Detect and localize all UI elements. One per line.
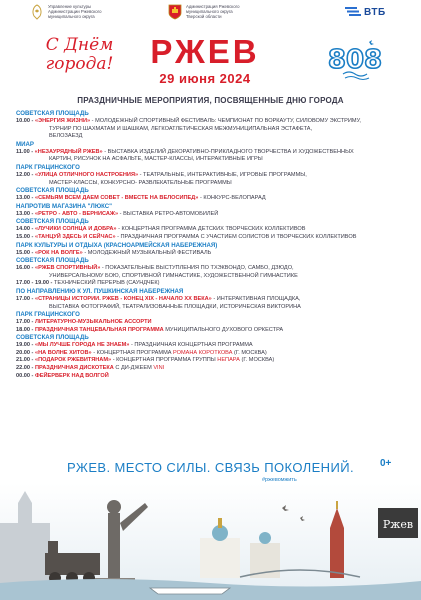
program-subtitle: ПРАЗДНИЧНЫЕ МЕРОПРИЯТИЯ, ПОСВЯЩЕННЫЕ ДНЮ ГОРОДА xyxy=(77,96,344,105)
event-description: - КОНЦЕРТНАЯ ПРОГРАММА ГРУППЫ xyxy=(112,357,216,364)
event-item xyxy=(16,172,408,180)
city-title: РЖЕВ xyxy=(150,33,260,70)
event-time: 17.00 - xyxy=(16,295,35,302)
event-description: - ПОКАЗАТЕЛЬНЫЕ ВЫСТУПЛЕНИЯ ПО ТХЭКВОНДО, САМБО, ДЗЮДО, xyxy=(101,265,294,272)
performer-name: НЕПАРА xyxy=(217,357,240,364)
event-title: «ПОДАРОК РЖЕВИТЯНАМ» xyxy=(34,357,112,364)
event-description: - КОНЦЕРТНАЯ ПРОГРАММА ДЕТСКИХ ТВОРЧЕСКИХ КОЛЛЕКТИВОВ xyxy=(118,226,306,233)
event-title: ФЕЙЕРВЕРК НАД ВОЛГОЙ xyxy=(34,372,109,379)
venue-heading: СОВЕТСКАЯ ПЛОЩАДЬ xyxy=(16,110,89,117)
event-time: 12.00 - xyxy=(16,171,35,178)
performer-name: РОМАНА КОРОТКОВА xyxy=(173,349,233,356)
event-description-continued: ВЫСТАВКА ФОТОГРАФИЙ, ТЕАТРАЛИЗОВАННЫЕ ПЛОЩАДКИ, ИСТОРИЧЕСКАЯ ВИКТОРИНА xyxy=(49,303,301,310)
event-date: 29 июня 2024 xyxy=(159,71,251,86)
event-time: 21.00 - xyxy=(16,357,35,364)
event-item xyxy=(16,342,408,350)
venue-heading: ПАРК ГРАЦИНСКОГО xyxy=(16,311,80,319)
anniversary-emblem xyxy=(325,36,385,84)
event-item xyxy=(16,195,408,203)
event-title: ПРАЗДНИЧНАЯ ДИСКОТЕКА xyxy=(34,365,114,372)
event-description: - ВЫСТАВКА ИЗДЕЛИЙ ДЕКОРАТИВНО-ПРИКЛАДНОГО ТВОРЧЕСТВА И ХУДОЖЕСТВЕННЫХ xyxy=(104,148,354,155)
hashtag: #ржевомжить xyxy=(262,477,297,483)
performer-city: (Г. МОСКВА) xyxy=(234,349,267,356)
event-time: 00.00 - xyxy=(16,372,35,379)
event-time: 19.00 - xyxy=(16,342,35,349)
event-time: 11.00 - xyxy=(16,148,35,155)
event-item xyxy=(16,250,408,258)
event-description: - ПРАЗДНИЧНАЯ ПРОГРАММА С УЧАСТИЕМ СОЛИСТОВ И ТВОРЧЕСКИХ КОЛЛЕКТИВОВ xyxy=(117,233,357,240)
venue-heading: НАПРОТИВ МАГАЗИНА "ЛЮКС" xyxy=(16,202,113,210)
event-item xyxy=(16,319,408,327)
event-title: «УЛИЦА ОТЛИЧНОГО НАСТРОЕНИЯ» xyxy=(34,171,139,178)
event-description: С ДИ-ДЖЕЕМ xyxy=(115,365,152,372)
event-description-continued: ТУРНИР ПО ШАХМАТАМ И ШАШКАМ, ЛЕГКОАТЛЕТИЧЕСКАЯ МЕЖМУНИЦИПАЛЬНАЯ ЭСТАФЕТА, xyxy=(49,125,313,132)
riverboat xyxy=(150,588,230,594)
culture-department-name: Управление культуры Администрации Ржевского муниципального округа xyxy=(48,4,102,20)
city-sign xyxy=(378,508,418,538)
event-item xyxy=(16,280,408,288)
event-item xyxy=(16,234,408,242)
event-title: ПРАЗДНИЧНАЯ ТАНЦЕВАЛЬНАЯ ПРОГРАММА xyxy=(34,326,164,333)
vtb-logo xyxy=(345,7,386,18)
event-title: «РОК НА ВОЛГЕ» xyxy=(34,249,83,256)
anniversary-number: 808 xyxy=(327,45,383,75)
greeting: С Днём города! xyxy=(45,35,114,74)
event-title: ЛИТЕРАТУРНО-МУЗЫКАЛЬНОЕ АССОРТИ xyxy=(34,319,152,326)
venue-heading: СОВЕТСКАЯ ПЛОЩАДЬ xyxy=(16,218,89,226)
event-title: «МЫ ЛУЧШЕ ГОРОДА НЕ ЗНАЕМ» xyxy=(34,342,130,349)
event-time: 10.00 - xyxy=(16,118,35,124)
vtb-brand: ВТБ xyxy=(364,7,386,18)
event-description: - МОЛОДЕЖНЫЙ МУЗЫКАЛЬНЫЙ ФЕСТИВАЛЬ xyxy=(84,249,212,256)
event-description: - ИНТЕРАКТИВНАЯ ПЛОЩАДКА, xyxy=(213,295,301,302)
event-time: 22.00 - xyxy=(16,365,35,372)
event-time: 15.00 - xyxy=(16,249,35,256)
event-time: 15.00 - xyxy=(16,233,35,240)
event-item xyxy=(16,118,408,126)
event-time: 13.00 - xyxy=(16,195,35,202)
event-item xyxy=(16,211,408,219)
event-description-continued: УНИВЕРСАЛЬНОМУ БОЮ, СПОРТИВНОЙ ГИМНАСТИКЕ, ХУДОЖЕСТВЕННОЙ ГИМНАСТИКЕ xyxy=(49,272,298,279)
culture-department-logo xyxy=(30,4,102,20)
event-title: «НА ВОЛНЕ ХИТОВ» xyxy=(34,349,92,356)
venue-heading: ПО НАПРАВЛЕНИЮ К УЛ. ПУШКИНСКАЯ НАБЕРЕЖНАЯ xyxy=(16,287,184,295)
venue-heading: СОВЕТСКАЯ ПЛОЩАДЬ xyxy=(16,334,89,342)
event-time: 18.00 - xyxy=(16,326,35,333)
event-description: - КОНКУРС-ВЕЛОПАРАД xyxy=(199,195,266,202)
event-description-continued: МАСТЕР-КЛАССЫ, КОНКУРСНО- РАЗВЛЕКАТЕЛЬНЫЕ ПРОГРАММЫ xyxy=(49,179,232,186)
administration-name: Администрация Ржевского муниципального округа Тверской области xyxy=(186,4,240,20)
event-item xyxy=(16,350,408,358)
event-title: «РЖЕВ СПОРТИВНЫЙ» xyxy=(34,265,101,272)
event-item xyxy=(16,296,408,304)
event-time: 20.00 - xyxy=(16,349,35,356)
event-title: «ТАНЦУЙ ЗДЕСЬ И СЕЙЧАС» xyxy=(34,233,116,240)
event-time: 17.00 - xyxy=(16,319,35,326)
event-program xyxy=(16,110,408,380)
performer-name: VINI xyxy=(153,365,165,372)
vtb-stripes-icon xyxy=(345,7,361,16)
venue-heading: МИАР xyxy=(16,140,34,148)
event-time: 17.00 - 19.00 - xyxy=(16,280,54,287)
event-description: - КОНЦЕРТНАЯ ПРОГРАММА xyxy=(93,349,172,356)
event-description: - ПРАЗДНИЧНАЯ КОНЦЕРТНАЯ ПРОГРАММА xyxy=(130,342,253,349)
event-time: 16.00 - xyxy=(16,265,35,272)
event-title: «ЭНЕРГИЯ ЖИЗНИ» xyxy=(34,118,91,124)
event-title: «СЕМЬЯМ ВСЕМ ДАЕМ СОВЕТ - ВМЕСТЕ НА ВЕЛОСИПЕД» xyxy=(34,195,199,202)
event-item xyxy=(16,365,408,373)
event-item xyxy=(16,357,408,365)
event-title: «РЕТРО - АВТО - ВЕРНИСАЖ» xyxy=(34,210,119,217)
venue-heading: СОВЕТСКАЯ ПЛОЩАДЬ xyxy=(16,257,89,265)
event-item xyxy=(16,265,408,273)
event-title: «ЛУЧИКИ СОЛНЦА И ДОБРА» xyxy=(34,226,117,233)
event-time: 14.00 - xyxy=(16,226,35,233)
event-description: - ТЕАТРАЛЬНЫЕ, ИНТЕРАКТИВНЫЕ, ИГРОВЫЕ ПРОГРАММЫ, xyxy=(139,171,307,178)
event-time: 13.00 - xyxy=(16,210,35,217)
age-rating: 0+ xyxy=(380,458,392,469)
event-item xyxy=(16,226,408,234)
culture-emblem-icon xyxy=(30,4,44,20)
header xyxy=(0,0,421,30)
event-description: - ВЫСТАВКА РЕТРО-АВТОМОБИЛЕЙ xyxy=(119,210,219,217)
anniversary-emblem-graphic xyxy=(325,36,385,84)
coat-of-arms-icon xyxy=(168,4,182,20)
event-description-continued: ВЕЛОЗАЕЗД xyxy=(49,133,83,140)
event-description: - МОЛОДЕЖНЫЙ СПОРТИВНЫЙ ФЕСТИВАЛЬ: ЧЕМПИОНАТ ПО ВОРКАУТУ, СИЛОВОМУ ЭКСТРИМУ, xyxy=(91,118,361,124)
performer-city: (Г. МОСКВА) xyxy=(241,357,275,364)
venue-heading: ПАРК ГРАЦИНСКОГО xyxy=(16,163,80,171)
event-description-continued: КАРТИН, РИСУНОК НА АСФАЛЬТЕ, МАСТЕР-КЛАССЫ, ИНТЕРАКТИВНЫЕ ИГРЫ xyxy=(49,156,263,163)
event-item xyxy=(16,149,408,157)
event-description: ТЕХНИЧЕСКИЙ ПЕРЕРЫВ (САУНДЧЕК) xyxy=(53,280,160,287)
administration-logo xyxy=(168,4,239,20)
city-sign-text: Ржев xyxy=(382,518,414,531)
event-description: МУНИЦИПАЛЬНОГО ДУХОВОГО ОРКЕСТРА xyxy=(165,326,284,333)
event-title: «НЕЗАУРЯДНЫЙ РЖЕВ» xyxy=(34,148,103,155)
venue-heading: ПАРК КУЛЬТУРЫ И ОТДЫХА (КРАСНОАРМЕЙСКАЯ НАБЕРЕЖНАЯ) xyxy=(16,241,218,249)
slogan: РЖЕВ. МЕСТО СИЛЫ. СВЯЗЬ ПОКОЛЕНИЙ. xyxy=(67,460,354,475)
city-panorama-illustration xyxy=(0,483,421,600)
event-item xyxy=(16,373,408,381)
venue-heading: СОВЕТСКАЯ ПЛОЩАДЬ xyxy=(16,187,89,195)
event-title: «СТРАНИЦЫ ИСТОРИИ. РЖЕВ - КОНЕЦ XIX - НАЧАЛО XX ВЕКА» xyxy=(34,295,212,302)
event-item xyxy=(16,327,408,335)
